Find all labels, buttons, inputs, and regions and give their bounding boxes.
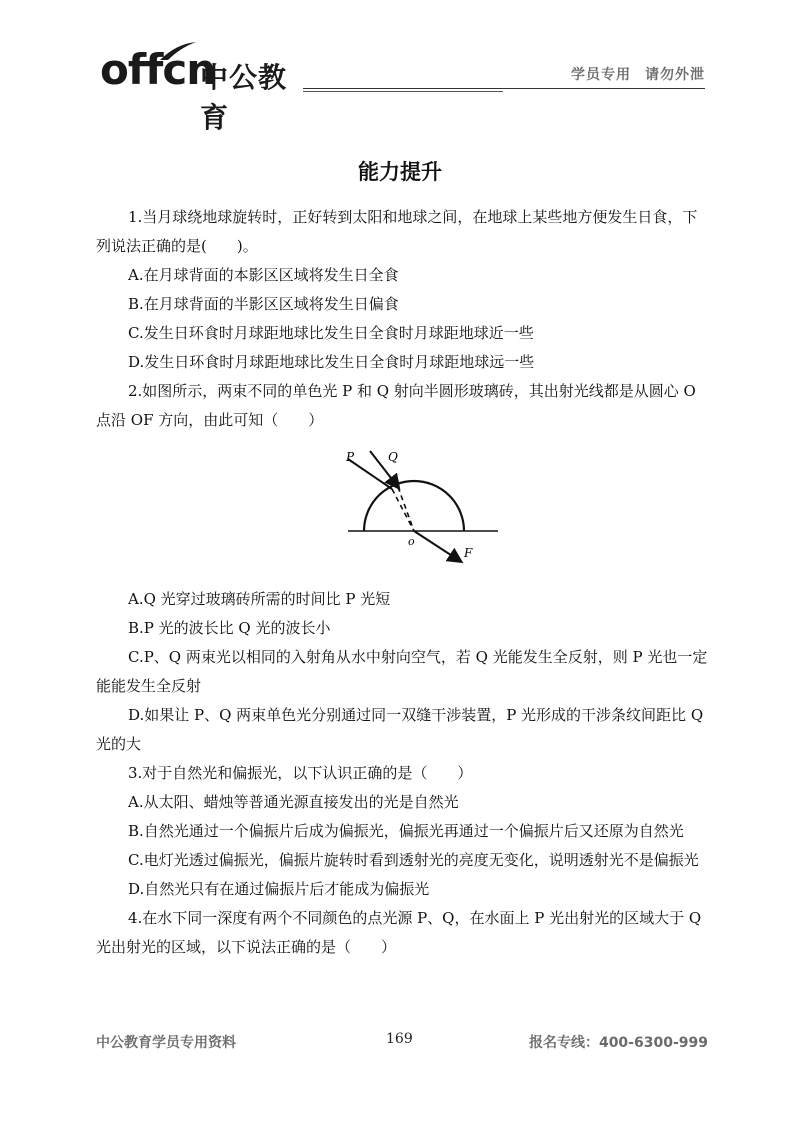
header-notice (557, 64, 705, 84)
footer-material-note: 中公教育学员专用资料 (96, 1035, 236, 1051)
label-o: o (408, 535, 415, 548)
logo-chinese-name: 中公教育 (200, 61, 288, 134)
question-2-option-c: C.P、Q 两束光以相同的入射角从水中射向空气，若 Q 光能发生全反射，则 P 光也一定能能发生全反射 (96, 648, 708, 695)
question-1-option-c: C.发生日环食时月球距地球比发生日全食时月球距地球近一些 (128, 324, 534, 342)
question-3-option-b: B.自然光通过一个偏振片后成为偏振光，偏振光再通过一个偏振片后又还原为自然光 (128, 822, 684, 840)
logo-wordmark: offcn (100, 45, 216, 94)
ray-p-incident (348, 459, 392, 489)
question-content (96, 203, 708, 962)
ray-of-exit (414, 531, 460, 561)
question-3-stem: 3.对于自然光和偏振光，以下认识正确的是（ ） (128, 764, 473, 782)
question-4-stem: 4.在水下同一深度有两个不同颜色的点光源 P、Q，在水面上 P 光出射光的区域大于 Q 光出射光的区域，以下说法正确的是（ ） (96, 909, 702, 956)
question-2-option-b: B.P 光的波长比 Q 光的波长小 (128, 619, 331, 637)
label-f: F (464, 546, 473, 560)
question-1-option-a: A.在月球背面的本影区区域将发生日全食 (128, 266, 399, 284)
question-2-stem: 2.如图所示，两束不同的单色光 P 和 Q 射向半圆形玻璃砖，其出射光线都是从圆心 O 点沿 OF 方向，由此可知（ ） (96, 382, 696, 429)
question-2-option-d: D.如果让 P、Q 两束单色光分别通过同一双缝干涉装置，P 光形成的干涉条纹间距比 Q 光的大 (96, 706, 704, 753)
ray-p-inside (392, 489, 414, 531)
footer-hotline: 报名专线：400-6300-999 (528, 1035, 708, 1051)
header-rule-secondary (303, 91, 503, 92)
question-3-option-d: D.自然光只有在通过偏振片后才能成为偏振光 (128, 880, 430, 898)
offcn-logo (100, 40, 310, 134)
semicircle-glass (364, 481, 464, 531)
question-3-option-a: A.从太阳、蜡烛等普通光源直接发出的光是自然光 (128, 793, 459, 811)
page-number: 169 (386, 1031, 413, 1047)
label-p: P (346, 450, 355, 464)
label-q: Q (388, 450, 398, 464)
question-2-option-a: A.Q 光穿过玻璃砖所需的时间比 P 光短 (128, 590, 391, 608)
header-tag-students-only: 学员专用 (571, 67, 631, 83)
semicircle-glass-figure (348, 447, 498, 577)
question-1-option-b: B.在月球背面的半影区区域将发生日偏食 (128, 295, 399, 313)
question-1-stem: 1.当月球绕地球旋转时，正好转到太阳和地球之间，在地球上某些地方便发生日食，下列说法正确的是( )。 (96, 208, 698, 255)
header-rule (303, 88, 705, 89)
question-3-option-c: C.电灯光透过偏振光，偏振片旋转时看到透射光的亮度无变化，说明透射光不是偏振光 (128, 851, 699, 869)
question-1-option-d: D.发生日环食时月球距地球比发生日全食时月球距地球远一些 (128, 353, 535, 371)
page-title: 能力提升 (358, 160, 442, 184)
ray-q-inside (398, 487, 414, 531)
header-tag-no-leak: 请勿外泄 (645, 67, 705, 83)
